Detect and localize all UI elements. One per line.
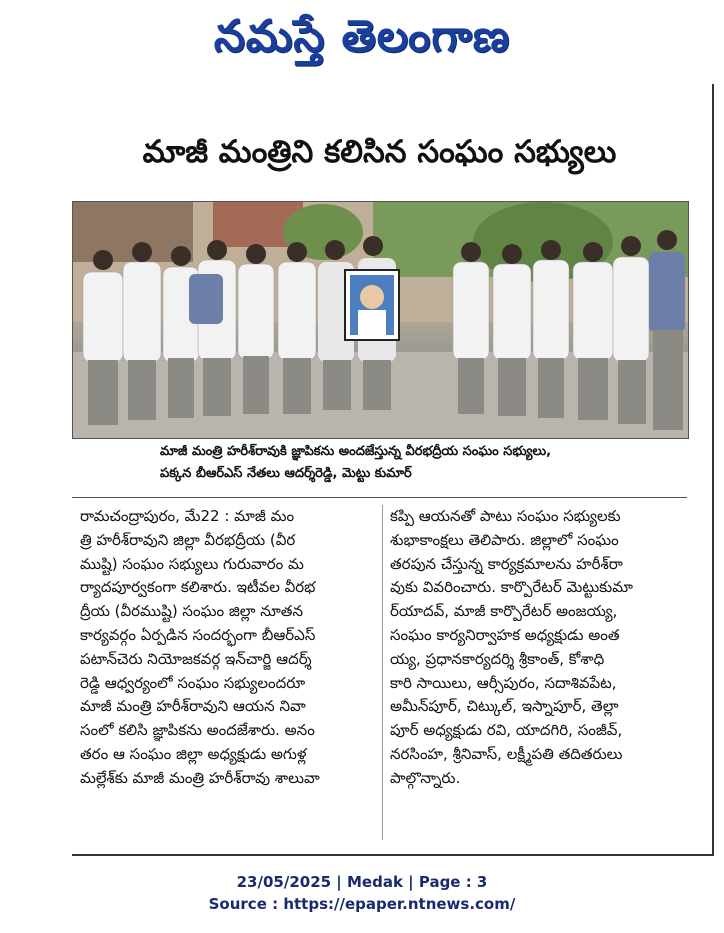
body-line: సంలో కలిసి జ్ఞాపికను అందజేశారు. అనం [80, 721, 315, 740]
body-line: కప్పి ఆయనతో పాటు సంఘం సభ్యులకు [390, 507, 621, 525]
body-line: సంఘం కార్యనిర్వాహక అధ్యక్షుడు అంత [390, 625, 620, 644]
body-line: ర్‌యాదవ్, మాజీ కార్పొరేటర్ అంజయ్య, [390, 602, 618, 621]
newspaper-masthead: నమస్తే తెలంగాణ [213, 11, 511, 62]
body-line: వుకు వివరించారు. కార్పొరేటర్ మెట్టుకుమా [390, 578, 633, 597]
article-column-right [390, 505, 688, 791]
caption-line: మాజీ మంత్రి హరీశ్‌రావుకి జ్ఞాపికను అందజేస్తున్న వీరభద్రీయ సంఘం సభ్యులు, [160, 444, 552, 459]
article-column-left [80, 505, 378, 791]
body-line: మాజీ మంత్రి హరీశ్‌రావుని ఆయన నివా [80, 697, 306, 716]
footer-date-edition: 23/05/2025 | Medak | Page : 3 [236, 873, 488, 891]
body-line: మల్లేశ్‌కు మాజీ మంత్రి హరీశ్‌రావు శాలువా [80, 768, 320, 787]
body-line: పాల్గొన్నారు. [390, 768, 461, 787]
article-headline: మాజీ మంత్రిని కలిసిన సంఘం సభ్యులు [142, 134, 617, 170]
body-line: ముష్టి) సంఘం సభ్యులు గురువారం మ [80, 554, 304, 573]
body-line: రామచంద్రాపురం, మే22 : మాజీ మం [80, 507, 295, 525]
body-line: పూర్ అధ్యక్షుడు రవి, యాదగిరి, సంజీవ్, [390, 721, 623, 740]
caption-line: పక్కన బీఆర్‌ఎస్ నేతలు ఆదర్శ్‌రెడ్డి, మెట్టు కుమార్ [160, 466, 412, 481]
body-line: త్రి హరీశ్‌రావుని జిల్లా వీరభద్రీయ (వీర [80, 530, 296, 549]
article-photo [72, 201, 689, 439]
body-line: అమీన్‌పూర్, చిట్కుల్, ఇస్నాపూర్, తెల్లా [390, 697, 619, 716]
body-line: కార్యవర్గం ఏర్పడిన సందర్భంగా బీఆర్‌ఎస్ [80, 625, 316, 644]
footer-source-link[interactable]: Source : https://epaper.ntnews.com/ [208, 895, 516, 913]
body-line: రెడ్డి ఆధ్వర్యంలో సంఘం సభ్యులందరూ [80, 673, 306, 692]
body-line: ర్యాదపూర్వకంగా కలిశారు. ఇటీవల వీరభ [80, 578, 316, 597]
body-line: శుభాకాంక్షలు తెలిపారు. జిల్లాలో సంఘం [390, 530, 619, 549]
body-line: కారి సాయిలు, ఆర్సీపురం, సదాశివపేట, [390, 673, 617, 692]
body-line: పటాన్‌చెరు నియోజకవర్గ ఇన్‌చార్జి ఆదర్శ్ [80, 649, 312, 668]
body-line: నరసింహ, శ్రీనివాస్, లక్ష్మీపతి తదితరులు [390, 744, 623, 763]
caption-divider [72, 497, 687, 498]
body-line: ద్రీయ (వీరముష్టి) సంఘం జిల్లా నూతన [80, 602, 304, 621]
body-line: తరపున చేస్తున్న కార్యక్రమాలను హరీశ్‌రా [390, 554, 623, 573]
column-divider [382, 505, 383, 840]
body-line: య్య, ప్రధానకార్యదర్శి శ్రీకాంత్, కోశాధి [390, 649, 605, 668]
photo-caption [160, 441, 680, 485]
body-line: తరం ఆ సంఘం జిల్లా అధ్యక్షుడు అగుళ్ల [80, 744, 307, 763]
